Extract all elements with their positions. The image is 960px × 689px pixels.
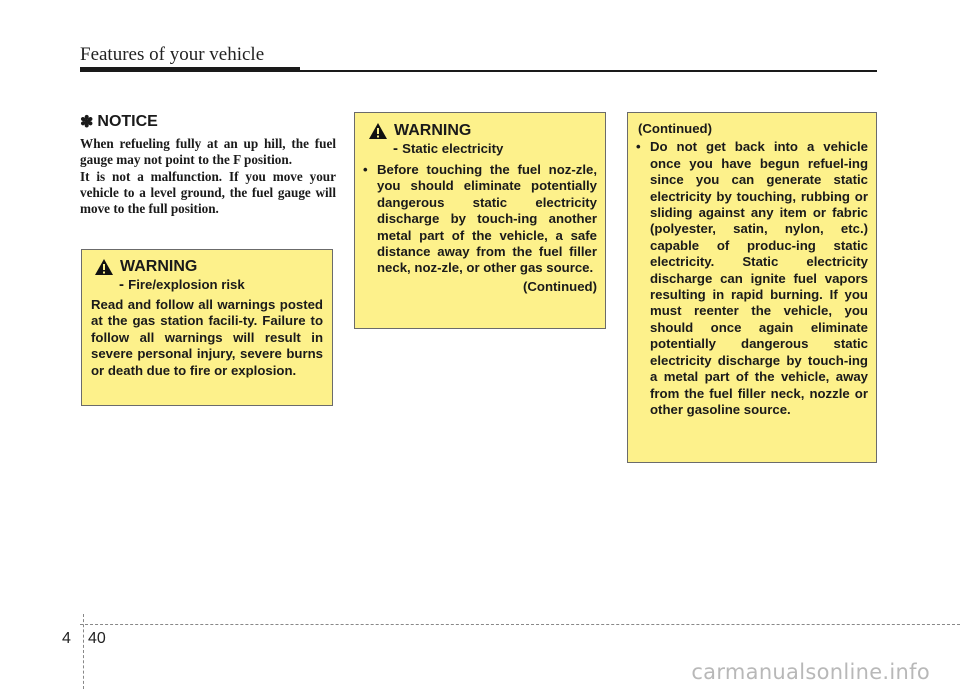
notice-section [80, 112, 336, 217]
bullet-dot-icon: • [636, 139, 641, 155]
continued-bullet-text: Do not get back into a vehicle once you have begun refuel-ing since you can generate static electricity by touching, rubbing or sliding against any item or fabric (polyester, satin, nylon, etc.) capable of produc-ing static electricity. Static electricity discharge can ignite fuel vapors resulting in rapid burning. If you must reenter the vehicle, you should once again eliminate potentially dangerous static electricity discharge by touch-ing a metal part of the vehicle, away from the fuel filler neck, nozzle or other gasoline source. [650, 139, 868, 417]
chapter-number: 4 [62, 630, 71, 647]
notice-body [80, 136, 336, 217]
warning-static-subtitle-text: Static electricity [402, 141, 504, 156]
continued-heading: (Continued) [638, 121, 712, 136]
warning-fire-heading [94, 258, 323, 276]
notice-symbol-icon: ✽ [80, 114, 94, 131]
watermark: carmanualsonline.info [691, 660, 930, 684]
notice-paragraph: It is not a malfunction. If you move your vehicle to a level ground, the fuel gauge will move to the full position. [80, 168, 336, 217]
header-rule-thin [80, 70, 877, 72]
warning-static-title: WARNING [394, 122, 472, 139]
footer-rule [80, 624, 960, 625]
notice-heading-text: NOTICE [97, 113, 158, 130]
warning-fire-box [81, 249, 333, 406]
warning-triangle-icon [368, 122, 388, 140]
warning-static-continued: (Continued) [523, 278, 597, 294]
warning-fire-subtitle: - Fire/explosion risk [119, 276, 245, 293]
warning-static-subtitle: - Static electricity [393, 140, 504, 157]
warning-static-bullet [363, 162, 597, 277]
page-number: 40 [88, 630, 106, 647]
warning-static-continued-box [627, 112, 877, 463]
warning-triangle-icon [94, 258, 114, 276]
warning-static-heading [368, 122, 597, 140]
notice-heading [80, 112, 336, 132]
notice-paragraph: When refueling fully at an up hill, the fuel gauge may not point to the F position. [80, 136, 336, 168]
warning-fire-title: WARNING [120, 258, 198, 275]
warning-fire-body: Read and follow all warnings posted at the gas station facili-ty. Failure to follow all warnings will result in severe personal injury, severe burns or death due to fire or explosion. [91, 297, 323, 378]
warning-static-bullet-text: Before touching the fuel noz-zle, you should eliminate potentially dangerous static electricity discharge by touch-ing another metal part of the vehicle, a safe distance away from the fuel filler neck, noz-zle, or other gas source. [377, 162, 597, 276]
bullet-dot-icon: • [363, 162, 368, 177]
continued-bullet [636, 139, 868, 418]
page-header-title: Features of your vehicle [80, 44, 265, 65]
warning-static-box [354, 112, 606, 329]
footer-divider [83, 614, 84, 689]
warning-fire-subtitle-text: Fire/explosion risk [128, 277, 245, 292]
